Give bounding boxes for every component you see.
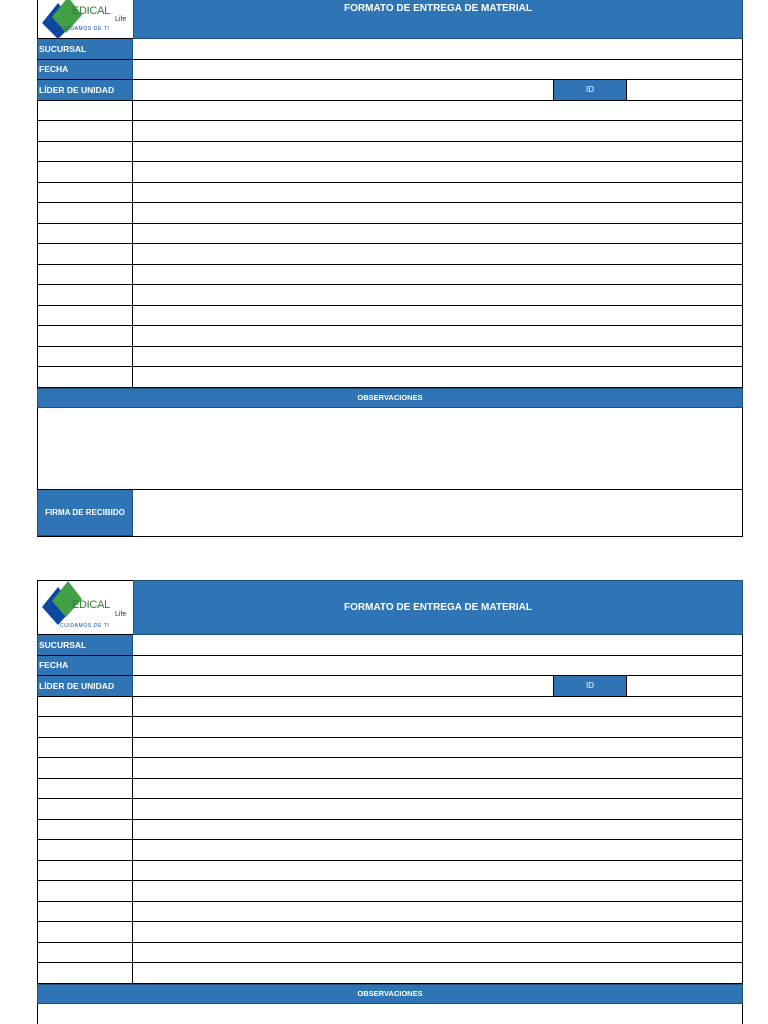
firma-row [37, 490, 743, 537]
material-desc-cell[interactable] [133, 326, 743, 346]
form-title: FORMATO DE ENTREGA DE MATERIAL [133, 580, 743, 635]
material-desc-cell[interactable] [133, 367, 743, 387]
form-title: FORMATO DE ENTREGA DE MATERIAL [133, 0, 743, 39]
material-qty-cell[interactable] [37, 101, 133, 121]
fecha-field[interactable] [133, 656, 743, 676]
material-desc-cell[interactable] [133, 820, 743, 840]
material-qty-cell[interactable] [37, 326, 133, 346]
lider-field[interactable] [133, 676, 743, 696]
sucursal-label: SUCURSAL [37, 39, 133, 59]
material-row [37, 183, 743, 204]
material-row [37, 902, 743, 923]
form-header [37, 0, 743, 39]
material-row [37, 840, 743, 861]
fecha-label: FECHA [37, 60, 133, 80]
material-desc-cell[interactable] [133, 285, 743, 305]
material-qty-cell[interactable] [37, 758, 133, 778]
material-qty-cell[interactable] [37, 922, 133, 942]
material-desc-cell[interactable] [133, 183, 743, 203]
sucursal-field[interactable] [133, 635, 743, 655]
material-row [37, 162, 743, 183]
material-qty-cell[interactable] [37, 881, 133, 901]
material-row [37, 224, 743, 245]
material-qty-cell[interactable] [37, 244, 133, 264]
fecha-label: FECHA [37, 656, 133, 676]
material-desc-cell[interactable] [133, 121, 743, 141]
material-desc-cell[interactable] [133, 881, 743, 901]
lider-label: LÍDER DE UNIDAD [37, 80, 133, 100]
logo-sub-text: Life [115, 611, 127, 618]
material-desc-cell[interactable] [133, 922, 743, 942]
material-row [37, 326, 743, 347]
medical-life-logo [37, 580, 133, 635]
material-qty-cell[interactable] [37, 285, 133, 305]
material-qty-cell[interactable] [37, 183, 133, 203]
material-row [37, 717, 743, 738]
delivery-form-1 [37, 0, 743, 537]
firma-label: FIRMA DE RECIBIDO [37, 490, 133, 536]
material-desc-cell[interactable] [133, 779, 743, 799]
material-row [37, 738, 743, 759]
material-qty-cell[interactable] [37, 738, 133, 758]
material-row [37, 244, 743, 265]
firma-field[interactable] [133, 490, 743, 536]
material-qty-cell[interactable] [37, 799, 133, 819]
id-label: ID [553, 80, 627, 100]
material-desc-cell[interactable] [133, 101, 743, 121]
material-row [37, 820, 743, 841]
material-row [37, 697, 743, 718]
material-desc-cell[interactable] [133, 203, 743, 223]
material-qty-cell[interactable] [37, 142, 133, 162]
material-desc-cell[interactable] [133, 162, 743, 182]
material-qty-cell[interactable] [37, 224, 133, 244]
delivery-form-2 [37, 580, 743, 1024]
material-desc-cell[interactable] [133, 697, 743, 717]
material-desc-cell[interactable] [133, 306, 743, 326]
material-qty-cell[interactable] [37, 717, 133, 737]
material-desc-cell[interactable] [133, 224, 743, 244]
material-row [37, 758, 743, 779]
material-qty-cell[interactable] [37, 943, 133, 963]
material-row [37, 943, 743, 964]
material-qty-cell[interactable] [37, 265, 133, 285]
logo-brand-text: EDICAL [72, 599, 110, 611]
material-row [37, 285, 743, 306]
material-qty-cell[interactable] [37, 367, 133, 387]
observaciones-header: OBSERVACIONES [37, 984, 743, 1004]
material-qty-cell[interactable] [37, 121, 133, 141]
material-qty-cell[interactable] [37, 347, 133, 367]
fecha-field[interactable] [133, 60, 743, 80]
material-row [37, 963, 743, 984]
material-qty-cell[interactable] [37, 861, 133, 881]
material-desc-cell[interactable] [133, 758, 743, 778]
sucursal-row [37, 635, 743, 656]
material-desc-cell[interactable] [133, 142, 743, 162]
fecha-row [37, 656, 743, 677]
logo-sub-text: Life [115, 16, 127, 23]
medical-life-logo [37, 0, 133, 39]
material-row [37, 347, 743, 368]
lider-row [37, 80, 743, 101]
fecha-row [37, 60, 743, 81]
material-qty-cell[interactable] [37, 697, 133, 717]
form-header [37, 580, 743, 635]
logo-tagline: CUIDAMOS DE TI [60, 26, 110, 32]
sucursal-label: SUCURSAL [37, 635, 133, 655]
material-desc-cell[interactable] [133, 347, 743, 367]
lider-field[interactable] [133, 80, 743, 100]
material-desc-cell[interactable] [133, 244, 743, 264]
material-desc-cell[interactable] [133, 943, 743, 963]
material-row [37, 861, 743, 882]
material-row [37, 203, 743, 224]
material-desc-cell[interactable] [133, 861, 743, 881]
id-label: ID [553, 676, 627, 696]
material-row [37, 142, 743, 163]
material-desc-cell[interactable] [133, 799, 743, 819]
material-desc-cell[interactable] [133, 963, 743, 983]
material-qty-cell[interactable] [37, 203, 133, 223]
lider-row [37, 676, 743, 697]
material-row [37, 306, 743, 327]
material-row [37, 121, 743, 142]
material-desc-cell[interactable] [133, 840, 743, 860]
material-desc-cell[interactable] [133, 717, 743, 737]
observaciones-field[interactable] [37, 1004, 743, 1024]
material-row [37, 265, 743, 286]
lider-label: LÍDER DE UNIDAD [37, 676, 133, 696]
observaciones-field[interactable] [37, 408, 743, 490]
observaciones-header: OBSERVACIONES [37, 388, 743, 408]
material-desc-cell[interactable] [133, 265, 743, 285]
material-row [37, 367, 743, 388]
material-desc-cell[interactable] [133, 902, 743, 922]
logo-brand-text: EDICAL [72, 5, 110, 17]
logo-tagline: CUIDAMOS DE TI [60, 623, 110, 629]
sucursal-row [37, 39, 743, 60]
material-desc-cell[interactable] [133, 738, 743, 758]
material-qty-cell[interactable] [37, 306, 133, 326]
sucursal-field[interactable] [133, 39, 743, 59]
material-qty-cell[interactable] [37, 820, 133, 840]
material-row [37, 101, 743, 122]
material-row [37, 881, 743, 902]
material-qty-cell[interactable] [37, 779, 133, 799]
material-qty-cell[interactable] [37, 162, 133, 182]
material-qty-cell[interactable] [37, 963, 133, 983]
material-row [37, 922, 743, 943]
material-row [37, 779, 743, 800]
material-row [37, 799, 743, 820]
material-qty-cell[interactable] [37, 902, 133, 922]
material-qty-cell[interactable] [37, 840, 133, 860]
